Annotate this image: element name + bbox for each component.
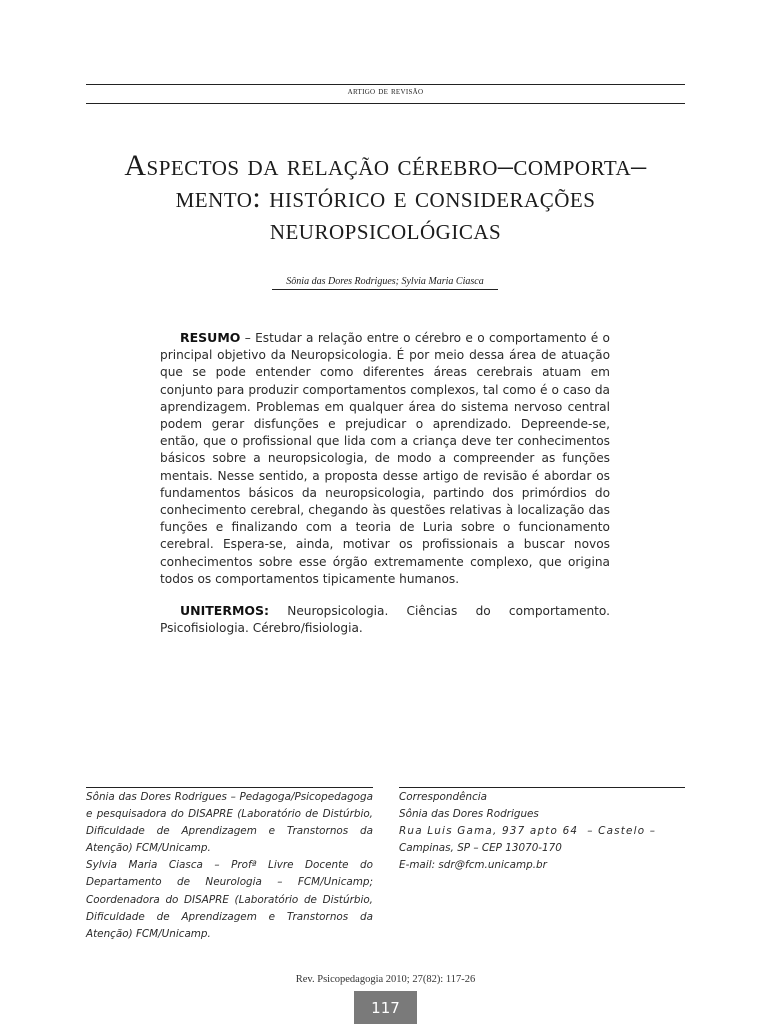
title-line-3: neuropsicológicas — [269, 213, 502, 246]
article-title — [86, 150, 685, 246]
abstract-lead: RESUMO — [180, 330, 241, 345]
correspondence-name: Sônia das Dores Rodrigues — [399, 808, 539, 821]
author-affiliations — [86, 789, 373, 943]
authors-rule — [272, 289, 498, 290]
title-line-2: mento: histórico e considerações — [175, 181, 596, 214]
correspondence-address-line1: Rua Luis Gama, 937 apto 64 – Castelo – — [399, 825, 657, 838]
correspondence-heading: Correspondência — [399, 791, 488, 803]
section-label: artigo de revisão — [347, 86, 424, 97]
correspondence-address-line2: Campinas, SP – CEP 13070-170 — [399, 842, 562, 855]
header-top-rule — [86, 84, 685, 85]
abstract — [160, 329, 610, 588]
affiliation-note: Sylvia Maria Ciasca – Profª Livre Docente do Departamento de Neurologia – FCM/Unicamp; Coordenadora do DISAPRE (Laboratório de Distúrbio, Dificuldade de Aprendizagem e Transtornos da Atenção) FCM/Unicamp. — [86, 859, 373, 940]
article-authors: Sônia das Dores Rodrigues; Sylvia Maria Ciasca — [286, 276, 484, 287]
keywords-text: Neuropsicologia. Ciências do comportamento. Psicofisiologia. Cérebro/fisiologia. — [160, 604, 610, 636]
keywords — [160, 602, 610, 637]
affiliations-rule — [86, 787, 373, 788]
page-number: 117 — [354, 991, 417, 1024]
correspondence-block — [399, 789, 686, 874]
abstract-text: – Estudar a relação entre o cérebro e o comportamento é o principal objetivo da Neuropsicologia. É por meio dessa área de atuação que se pode entender como diferentes áreas cerebrais atuam em conjunto para produzir comportamentos complexos, tal como é o caso da aprendizagem. Problemas em qualquer área do sistema nervoso central podem gerar disfunções e prejudicar o aprendizado. Depreende-se, então, que o profissional que lida com a criança deve ter conhecimentos básicos sobre a neuropsicologia, de modo a compreender as funções mentais. Nesse sentido, a proposta desse artigo de revisão é abordar os fundamentos básicos da neuropsicologia, partindo dos primórdios do conhecimento cerebral, chegando às questões relativas à localização das funções e finalizando com a teoria de Luria sobre o funcionamento cerebral. Espera-se, ainda, motivar os profissionais a buscar novos conhecimentos sobre esse órgão extremamente complexo, que origina todos os comportamentos tipicamente humanos. — [160, 331, 610, 586]
correspondence-rule — [399, 787, 685, 788]
journal-citation: Rev. Psicopedagogia 2010; 27(82): 117-26 — [295, 974, 476, 985]
title-line-1: Aspectos da relação cérebro–comporta– — [124, 149, 647, 182]
affiliation-note: Sônia das Dores Rodrigues – Pedagoga/Psicopedagoga e pesquisadora do DISAPRE (Laboratório de Distúrbio, Dificuldade de Aprendizagem e Transtornos da Atenção) FCM/Unicamp. — [86, 791, 373, 855]
keywords-lead: UNITERMOS: — [180, 603, 270, 618]
header-bottom-rule — [86, 103, 685, 104]
correspondence-email: E-mail: sdr@fcm.unicamp.br — [399, 859, 547, 872]
